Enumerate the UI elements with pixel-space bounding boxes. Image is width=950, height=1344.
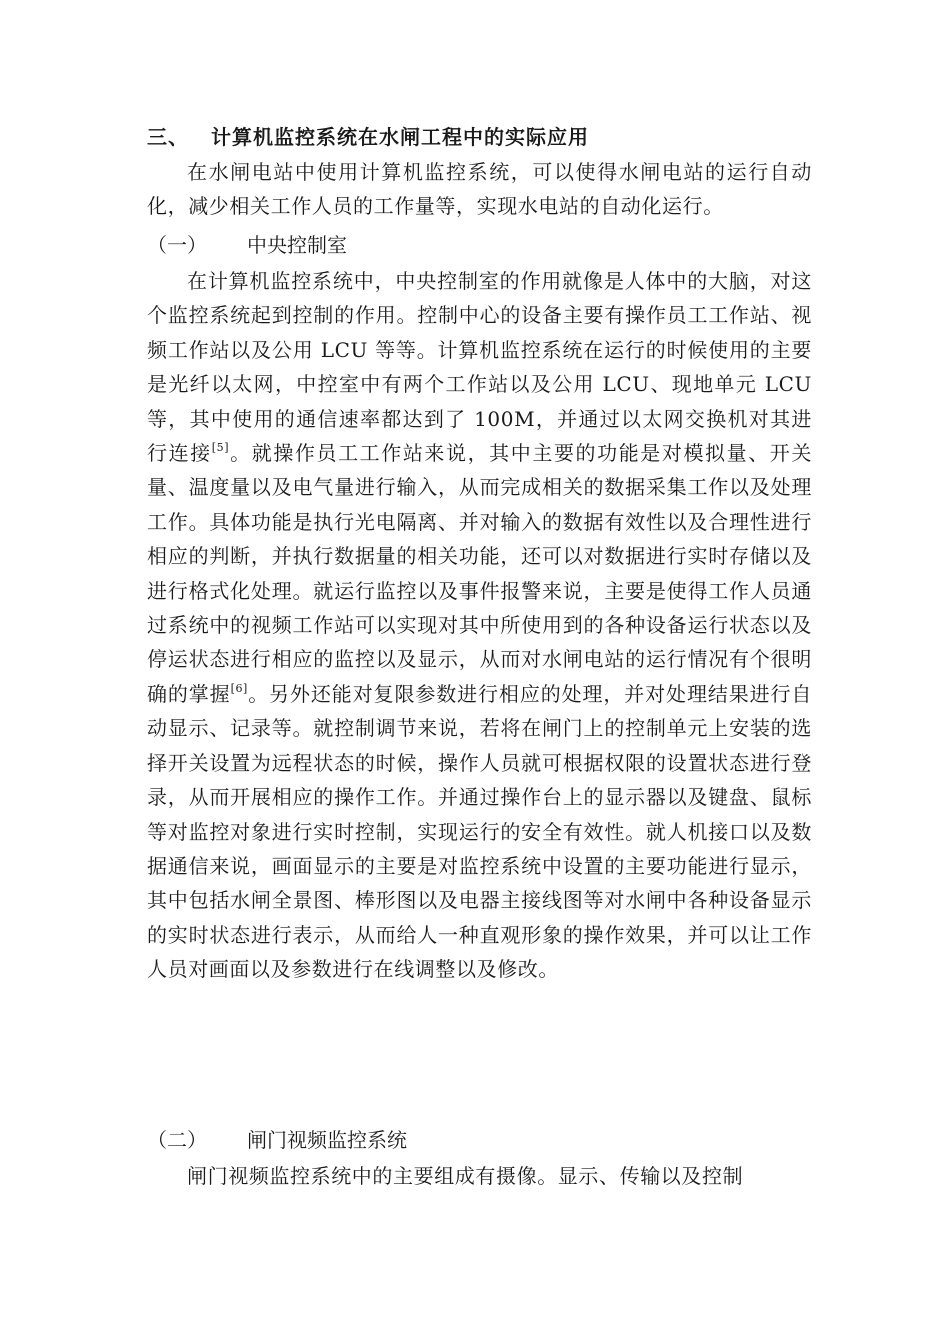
body-paragraph-2: 闸门视频监控系统中的主要组成有摄像。显示、传输以及控制 [187,1164,744,1188]
body-text-part-3: 。另外还能对复限参数进行相应的处理，并对处理结果进行自动显示、记录等。就控制调节来说，若将在闸门上的控制单元上安装的选择开关设置为远程状态的时候，操作人员就可根据权限的设置状态进行登录，从而开展相应的操作工作。并通过操作台上的显示器以及键盘、鼠标等对监控对象进行实时控制，实现运行的安全有效性。就人机接口以及数据通信来说，画面显示的主要是对监控系统中设置的主要功能进行显示，其中包括水闸全景图、棒形图以及电器主接线图等对水闸中各种设备显示的实时状态进行表示，从而给人一种直观形象的操作效果，并可以让工作人员对画面以及参数进行在线调整以及修改。 [147,681,812,982]
body-text-part-1: 在计算机监控系统中，中央控制室的作用就像是人体中的大脑，对这个监控系统起到控制的作用。控制中心的设备主要有操作员工工作站、视频工作站以及公用 LCU 等等。计算机监控系统在运行的时候使用的主要是光纤以太网，中控室中有两个工作站以及公用 LCU、现地单元 LCU 等，其中使用的通信速率都达到了 100M，并通过以太网交换机对其进行连接 [147,269,812,466]
body-paragraph-1 [147,264,812,987]
subsection-heading-2 [147,1123,407,1157]
intro-paragraph: 在水闸电站中使用计算机监控系统，可以使得水闸电站的运行自动化，减少相关工作人员的工作量等，实现水电站的自动化运行。 [147,160,812,219]
body-text-part-2: 。就操作员工工作站来说，其中主要的功能是对模拟量、开关量、温度量以及电气量进行输入，从而完成相关的数据采集工作以及处理工作。具体功能是执行光电隔离、并对输入的数据有效性以及合理性进行相应的判断，并执行数据量的相关功能，还可以对数据进行实时存储以及进行格式化处理。就运行监控以及事件报警来说，主要是使得工作人员通过系统中的视频工作站可以实现对其中所使用到的各种设备运行状态以及停运状态进行相应的监控以及显示，从而对水闸电站的运行情况有个很明确的掌握 [147,441,812,706]
subsection-number-2: （二） [147,1128,207,1152]
subsection-title-1: 中央控制室 [247,233,347,257]
citation-6: [6] [230,681,248,695]
subsection-title-2: 闸门视频监控系统 [247,1128,407,1152]
citation-5: [5] [211,441,230,455]
subsection-heading-1 [147,228,347,262]
section-title: 计算机监控系统在水闸工程中的实际应用 [211,125,589,149]
subsection-number-1: （一） [147,233,207,257]
section-number: 三、 [147,125,189,149]
section-heading [147,120,589,154]
